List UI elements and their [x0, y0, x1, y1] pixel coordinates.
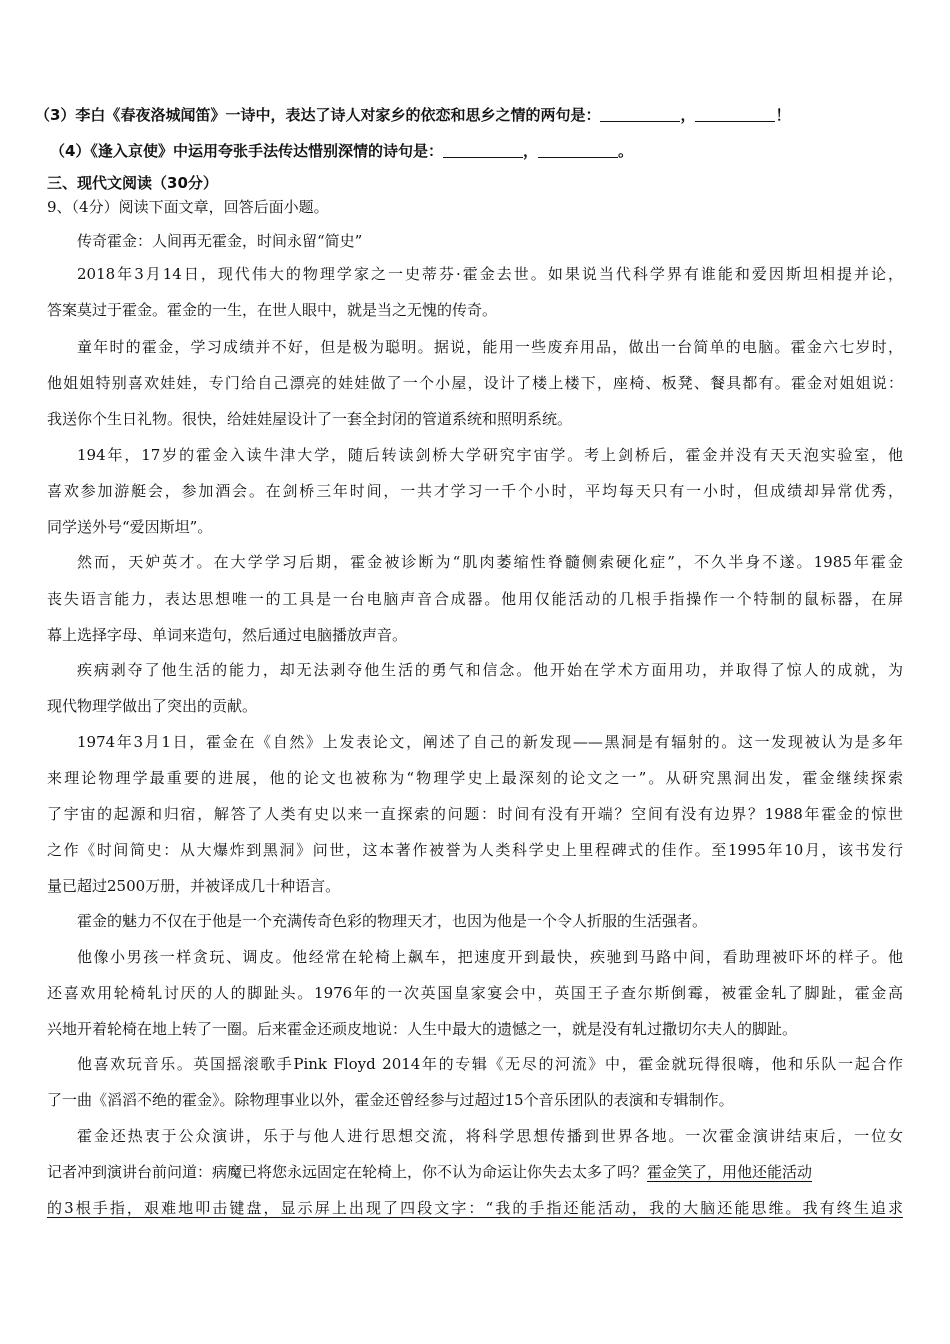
article-line: 霍金的魅力不仅在于他是一个充满传奇色彩的物理天才，也因为他是一个令人折服的生活强者。 [77, 912, 708, 930]
article-line: 现代物理学做出了突出的贡献。 [47, 697, 258, 715]
question-9-intro: 9、（4分）阅读下面文章，回答后面小题。 [47, 198, 329, 216]
article-line: 1974年3月1日，霍金在《自然》上发表论文，阐述了自己的新发现——黑洞是有辐射的。这一发现被认为是多年 [77, 733, 903, 751]
answer-blank[interactable] [600, 107, 680, 122]
separator: ， [680, 106, 696, 124]
article-line: 答案莫过于霍金。霍金的一生，在世人眼中，就是当之无愧的传奇。 [47, 301, 498, 319]
article-line: 还喜欢用轮椅轧讨厌的人的脚趾头。1976年的一次英国皇家宴会中，英国王子查尔斯倒霉，被霍金轧了脚趾，霍金高 [47, 984, 903, 1002]
article-line: 量已超过2500万册，并被译成几十种语言。 [47, 877, 341, 895]
article-line: 童年时的霍金，学习成绩并不好，但是极为聪明。据说，能用一些废弃用品，做出一台简单的电脑。霍金六七岁时， [77, 338, 903, 356]
answer-blank[interactable] [695, 107, 775, 122]
underlined-text: 的3根手指，艰难地叩击键盘，显示屏上出现了四段文字：“我的手指还能活动，我的大脑还能思维。我有终生追求 [47, 1199, 903, 1217]
question-4-text: （4）《逢入京使》中运用夸张手法传达惜别深情的诗句是： [50, 142, 443, 160]
question-3-text: （3）李白《春夜洛城闻笛》一诗中，表达了诗人对家乡的依恋和思乡之情的两句是： [35, 106, 601, 124]
article-line: 来理论物理学最重要的进展，他的论文也被称为“物理学史上最深刻的论文之一”。从研究黑洞出发，霍金继续探索 [47, 769, 903, 787]
article-line: 他姐姐特别喜欢娃娃，专门给自己漂亮的娃娃做了一个小屋，设计了楼上楼下，座椅、板凳、餐具都有。霍金对姐姐说： [47, 374, 903, 392]
question-4 [50, 140, 633, 161]
article-line: 了宇宙的起源和归宿，解答了人类有史以来一直探索的问题：时间有没有开端？空间有没有边界？1988年霍金的惊世 [47, 805, 903, 823]
article-line: 2018年3月14日，现代伟大的物理学家之一史蒂芬·霍金去世。如果说当代科学界有谁能和爱因斯坦相提并论， [77, 265, 903, 283]
answer-blank[interactable] [443, 143, 523, 158]
article-line-mixed [47, 1161, 903, 1182]
article-line: 幕上选择字母、单词来造句，然后通过电脑播放声音。 [47, 626, 408, 644]
separator: ， [522, 142, 538, 160]
article-line: 之作《时间简史：从大爆炸到黑洞》问世，这本著作被誉为人类科学史上里程碑式的佳作。至1995年10月，该书发行 [47, 841, 903, 859]
article-line: 然而，天妒英才。在大学学习后期，霍金被诊断为“肌肉萎缩性脊髓侧索硬化症”，不久半身不遂。1985年霍金 [77, 553, 903, 571]
underlined-text: 霍金笑了，用他还能活动 [647, 1163, 813, 1181]
article-title: 传奇霍金：人间再无霍金，时间永留“简史” [77, 232, 363, 250]
article-line: 喜欢参加游艇会，参加酒会。在剑桥三年时间，一共才学习一千个小时，平均每天只有一小时，但成绩却异常优秀， [47, 482, 903, 500]
answer-blank[interactable] [538, 143, 618, 158]
article-line: 疾病剥夺了他生活的能力，却无法剥夺他生活的勇气和信念。他开始在学术方面用功，并取得了惊人的成就，为 [77, 661, 903, 679]
article-line: 他像小男孩一样贪玩、调皮。他经常在轮椅上飙车，把速度开到最快，疾驰到马路中间，看助理被吓坏的样子。他 [77, 948, 903, 966]
article-line: 我送你个生日礼物。很快，给娃娃屋设计了一套全封闭的管道系统和照明系统。 [47, 410, 573, 428]
article-text: 记者冲到演讲台前问道：病魔已将您永远固定在轮椅上，你不认为命运让你失去太多了吗？ [47, 1163, 648, 1181]
end-mark: ！ [775, 106, 791, 124]
article-line: 194年，17岁的霍金入读牛津大学，随后转读剑桥大学研究宇宙学。考上剑桥后，霍金并没有天天泡实验室，他 [77, 446, 903, 464]
article-line: 兴地开着轮椅在地上转了一圈。后来霍金还顽皮地说：人生中最大的遗憾之一，就是没有轧过撒切尔夫人的脚趾。 [47, 1020, 798, 1038]
article-line: 了一曲《滔滔不绝的霍金》。除物理事业以外，霍金还曾经参与过超过15个音乐团队的表演和专辑制作。 [47, 1091, 734, 1109]
question-3 [35, 104, 790, 125]
section-heading: 三、现代文阅读（30分） [47, 174, 218, 192]
article-line: 他喜欢玩音乐。英国摇滚歌手Pink Floyd 2014年的专辑《无尽的河流》中，霍金就玩得很嗨，他和乐队一起合作 [77, 1055, 903, 1073]
end-mark: 。 [617, 142, 633, 160]
article-line: 同学送外号“爱因斯坦”。 [47, 518, 213, 536]
article-line: 霍金还热衷于公众演讲，乐于与他人进行思想交流，将科学思想传播到世界各地。一次霍金演讲结束后，一位女 [77, 1127, 903, 1145]
article-line: 丧失语言能力，表达思想唯一的工具是一台电脑声音合成器。他用仅能活动的几根手指操作一个特制的鼠标器，在屏 [47, 590, 903, 608]
